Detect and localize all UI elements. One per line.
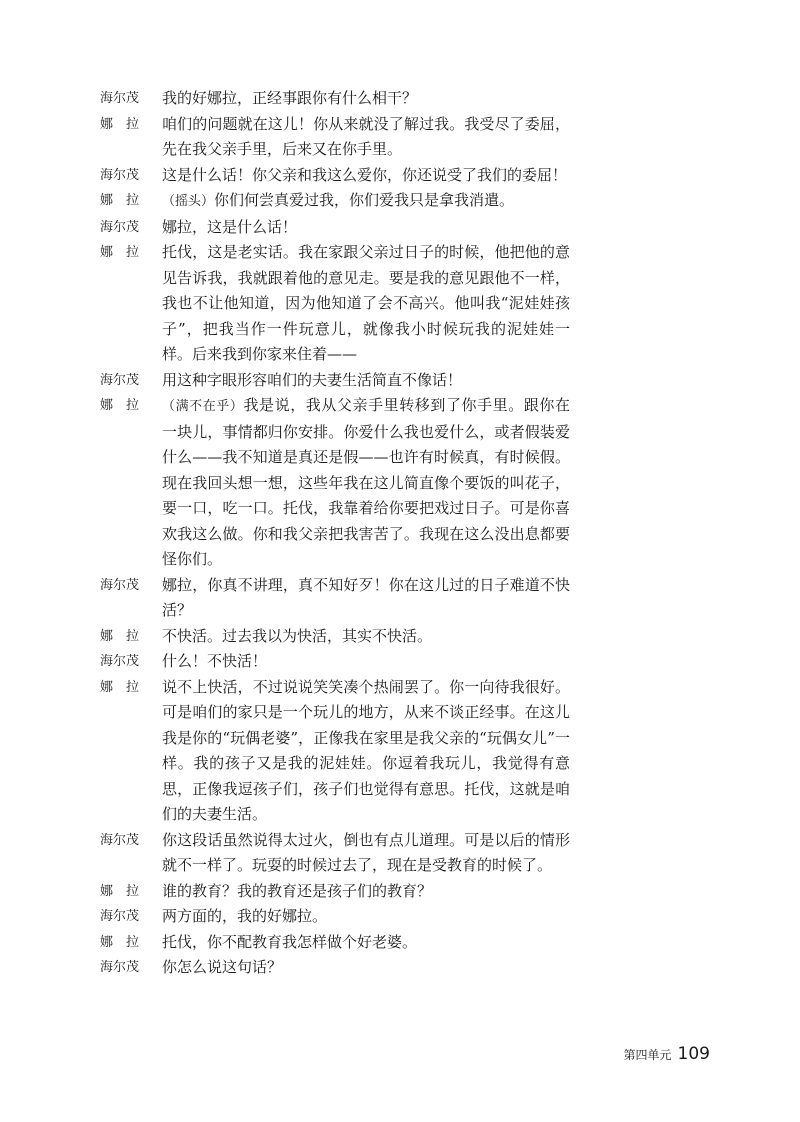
dialogue-text: 不快活。过去我以为快活，其实不快活。 [162,626,433,645]
speaker-name: 海尔茂 [100,372,140,388]
dialogue-text: 两方面的，我的好娜拉。 [162,907,328,925]
dialogue-text [162,393,570,573]
speaker-name: 海尔茂 [100,832,140,848]
dialogue-line [100,904,570,930]
dialogue-line [100,930,570,956]
dialogue-line [100,215,570,241]
speaker-name: 海尔茂 [100,167,140,183]
speaker-name: 娜 拉 [100,193,140,208]
unit-label: 第四单元 [623,1048,672,1062]
speaker-name: 海尔茂 [100,960,140,975]
dialogue-line [100,393,570,573]
dialogue-line [100,624,570,650]
speaker-name: 海尔茂 [100,909,140,924]
dialogue-block [100,86,570,981]
speaker-name: 海尔茂 [100,577,140,593]
dialogue-line [100,649,570,675]
dialogue-text: 你这段话虽然说得太过火，倒也有点儿道理。可是以后的情形就不一样了。玩耍的时候过去了，现在是受教育的时候了。 [162,830,570,874]
dialogue-line [100,955,570,981]
dialogue-text-body: 你们何尝真爱过我，你们爱我只是拿我消遣。 [214,191,515,209]
dialogue-text: 用这种字眼形容咱们的夫妻生活简直不像话！ [162,370,463,389]
dialogue-line [100,368,570,394]
dialogue-text: 什么！不快活！ [162,652,268,670]
stage-direction: （摇头） [162,194,215,209]
dialogue-line [100,573,570,624]
dialogue-line [100,240,570,368]
dialogue-line [100,828,570,879]
speaker-name: 海尔茂 [100,91,140,106]
page-footer [624,1044,710,1064]
dialogue-text: 这是什么话！你父亲和我这么爱你，你还说受了我们的委屈！ [162,165,568,184]
dialogue-text: 托伐，这是老实话。我在家跟父亲过日子的时候，他把他的意见告诉我，我就跟着他的意见走。要是我的意见跟他不一样，我也不让他知道，因为他知道了会不高兴。他叫我“泥娃娃孩子”，把我当作一件玩意儿，就像我小时候玩我的泥娃娃一样。后来我到你家来住着—— [162,243,570,363]
dialogue-line [100,112,570,163]
dialogue-text: 说不上快活，不过说说笑笑凑个热闹罢了。你一向待我很好。可是咱们的家只是一个玩儿的地方，从来不谈正经事。在这儿我是你的“玩偶老婆”，正像我在家里是我父亲的“玩偶女儿”一样。我的孩子又是我的泥娃娃。你逗着我玩儿，我觉得有意思，正像我逗孩子们，孩子们也觉得有意思。托伐，这就是咱们的夫妻生活。 [162,677,570,823]
dialogue-text: 托伐，你不配教育我怎样做个好老婆。 [162,932,418,951]
stage-direction: （满不在乎） [162,399,244,414]
dialogue-text [162,188,570,215]
dialogue-line [100,163,570,189]
speaker-name: 海尔茂 [100,654,140,669]
speaker-name: 娜 拉 [100,116,140,132]
dialogue-text: 娜拉，这是什么话！ [162,217,298,236]
dialogue-text: 娜拉，你真不讲理，真不知好歹！你在这儿过的日子难道不快活？ [162,575,570,619]
dialogue-text-body: 我是说，我从父亲手里转移到了你手里。跟你在一块儿，事情都归你安排。你爱什么我也爱什么，或者假装爱什么——我不知道是真还是假——也许有时候真，有时候假。现在我回头想一想，这些年我在这儿简直像个要饭的叫花子，要一口，吃一口。托伐，我靠着给你要把戏过日子。可是你喜欢我这么做。你和我父亲把我害苦了。我现在这么没出息都要怪你们。 [162,396,570,568]
dialogue-text: 我的好娜拉，正经事跟你有什么相干？ [162,89,418,107]
dialogue-text: 咱们的问题就在这儿！你从来就没了解过我。我受尽了委屈，先在我父亲手里，后来又在你手里。 [162,114,570,158]
speaker-name: 娜 拉 [100,398,140,413]
speaker-name: 海尔茂 [100,219,140,235]
dialogue-line [100,879,570,905]
dialogue-line [100,188,570,215]
speaker-name: 娜 拉 [100,934,140,950]
dialogue-line [100,86,570,112]
speaker-name: 娜 拉 [100,679,140,695]
dialogue-text: 你怎么说这句话？ [162,958,283,976]
dialogue-line [100,675,570,828]
dialogue-text: 谁的教育？我的教育还是孩子们的教育？ [162,881,433,900]
page-number: 109 [677,1044,710,1064]
speaker-name: 娜 拉 [100,628,140,644]
speaker-name: 娜 拉 [100,883,140,899]
speaker-name: 娜 拉 [100,245,140,260]
